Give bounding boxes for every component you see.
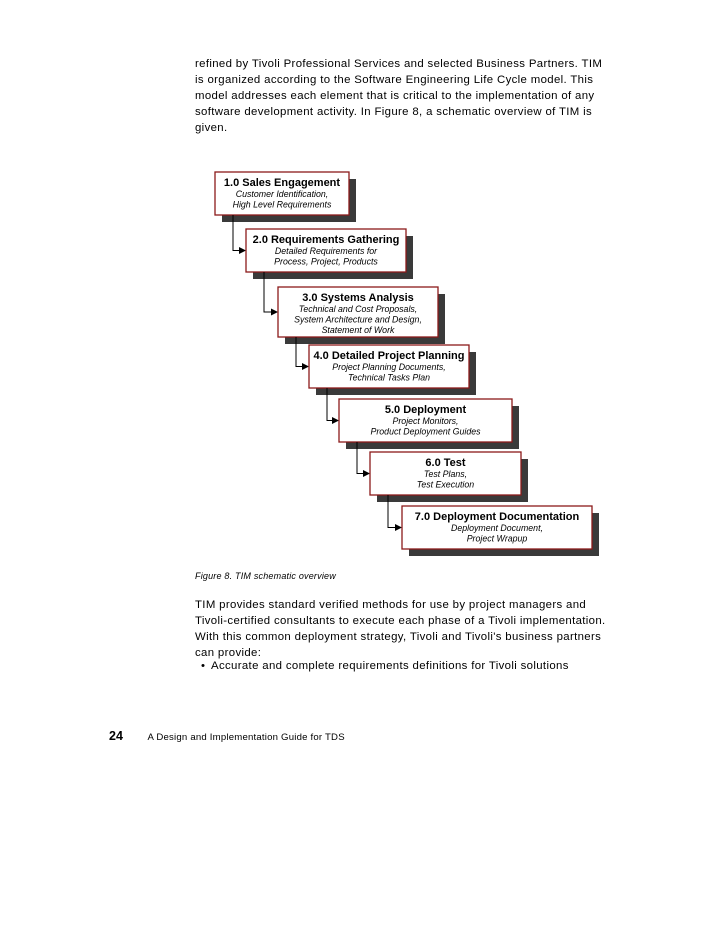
phase-description: Customer Identification, [235,189,329,199]
phase-step [215,172,356,222]
phase-step [246,229,413,279]
intro-line: is organized according to the Software Engineering Life Cycle model. This [195,74,594,86]
page-footer [109,727,345,745]
phase-description: Technical Tasks Plan [348,372,430,383]
phase-title: 2.0 Requirements Gathering [252,234,400,246]
bullet-item [201,660,569,672]
phase-step [278,287,445,344]
phase-description: High Level Requirements [232,199,332,210]
phase-description: Project Monitors, [392,416,459,426]
phase-title: 4.0 Detailed Project Planning [313,350,465,362]
phase-description: Product Deployment Guides [370,426,481,437]
body-line: Tivoli-certified consultants to execute each phase of a Tivoli implementation. [195,615,606,627]
phase-description: Process, Project, Products [274,256,378,267]
page-number: 24 [109,729,123,743]
phase-title: 7.0 Deployment Documentation [414,511,580,523]
phase-step [339,399,519,449]
phase-description: Test Execution [416,479,475,490]
body-line: TIM provides standard verified methods for use by project managers and [195,599,587,611]
body-line: With this common deployment strategy, Tivoli and Tivoli's business partners [195,631,602,643]
intro-line: given. [195,122,228,134]
intro-line: model addresses each element that is critical to the implementation of any [195,90,595,102]
body-paragraph [195,597,625,661]
phase-step [402,506,599,556]
book-title: A Design and Implementation Guide for TDS [147,732,345,743]
phase-description: Detailed Requirements for [274,246,378,256]
intro-line: refined by Tivoli Professional Services and selected Business Partners. TIM [195,58,603,70]
intro-line: software development activity. In Figure 8, a schematic overview of TIM is [195,106,593,118]
phase-title: 1.0 Sales Engagement [223,177,341,189]
body-line: can provide: [195,647,262,659]
phase-title: 6.0 Test [425,457,466,469]
figure-caption: Figure 8. TIM schematic overview [195,571,336,581]
phase-description: Project Wrapup [466,533,528,544]
phase-description: Project Planning Documents, [332,362,446,372]
phase-description: Statement of Work [321,325,395,335]
phase-description: Deployment Document, [451,523,543,533]
phase-description: System Architecture and Design, [294,314,422,325]
bullet-dot-icon: • [201,660,206,672]
phase-title: 3.0 Systems Analysis [302,292,414,304]
bullet-text: Accurate and complete requirements definitions for Tivoli solutions [211,660,569,672]
phase-step [370,452,528,502]
phase-title: 5.0 Deployment [384,404,467,416]
phase-description: Technical and Cost Proposals, [298,304,418,314]
phase-description: Test Plans, [423,469,468,479]
phase-step [309,345,476,395]
